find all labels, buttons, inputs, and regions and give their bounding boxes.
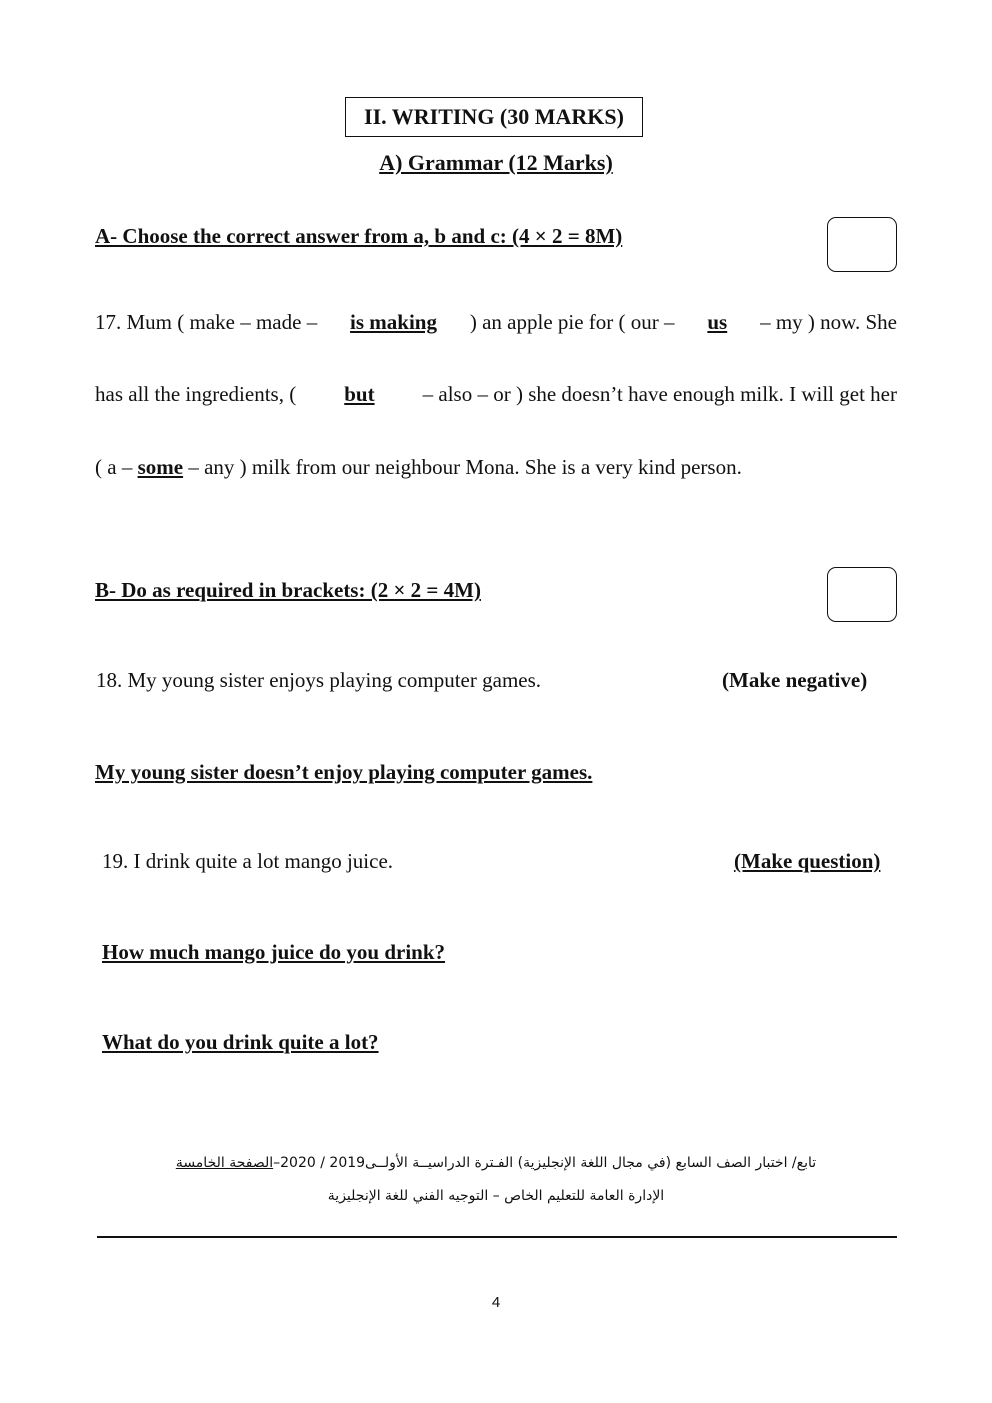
q17-answer-some: some <box>137 455 184 479</box>
page-number: 4 <box>491 1294 501 1311</box>
footer-divider <box>97 1236 897 1238</box>
footer-line-1 <box>0 1155 992 1171</box>
section-title: II. WRITING (30 MARKS) <box>345 97 643 137</box>
q17-text-segment: ( a – <box>95 455 138 479</box>
q17-line-3 <box>95 455 897 480</box>
subsection-title: A) Grammar (12 Marks) <box>379 150 613 175</box>
q18-instruction: (Make negative) <box>722 668 868 692</box>
q18-text: 18. My young sister enjoys playing computer games. <box>96 668 542 692</box>
q18-answer: My young sister doesn’t enjoy playing computer games. <box>95 760 593 784</box>
q17-text-segment: ) an apple pie for ( our – <box>469 310 675 334</box>
q17-text-segment: 17. Mum ( make – made – <box>95 310 318 334</box>
q19-answer-2: What do you drink quite a lot? <box>102 1030 379 1054</box>
q17-line-2 <box>95 382 897 407</box>
part-a-heading: A- Choose the correct answer from a, b and c: (4 × 2 = 8M) <box>95 224 623 248</box>
part-a-mark-box[interactable] <box>827 217 897 272</box>
q19-answer-1: How much mango juice do you drink? <box>102 940 446 964</box>
q17-text-segment: – any ) milk from our neighbour Mona. She is a very kind person. <box>183 455 742 479</box>
q17-text-segment: – also – or ) she doesn’t have enough milk. I will get her <box>422 382 897 406</box>
q19-instruction: (Make question) <box>734 849 881 873</box>
q17-answer-but: but <box>344 382 375 406</box>
q17-text-segment: has all the ingredients, ( <box>95 382 297 406</box>
footer-line-2: الإدارة العامة للتعليم الخاص – التوجيه الفني للغة الإنجليزية <box>327 1188 665 1204</box>
q17-text-segment: – my ) now. She <box>760 310 897 334</box>
q17-answer-is-making: is making <box>350 310 437 334</box>
part-b-heading: B- Do as required in brackets: (2 × 2 = 4M) <box>95 578 481 602</box>
part-b-mark-box[interactable] <box>827 567 897 622</box>
footer-page-label: الصفحة الخامسة <box>175 1155 274 1171</box>
footer-exam-title: تابع/ اختبار الصف السابع (في مجال اللغة الإنجليزية) الفـترة الدراسيــة الأولــى2019 / 2020– <box>273 1155 817 1171</box>
q19-text: 19. I drink quite a lot mango juice. <box>102 849 394 873</box>
q17-answer-us: us <box>707 310 728 334</box>
q17-line-1 <box>95 310 897 335</box>
